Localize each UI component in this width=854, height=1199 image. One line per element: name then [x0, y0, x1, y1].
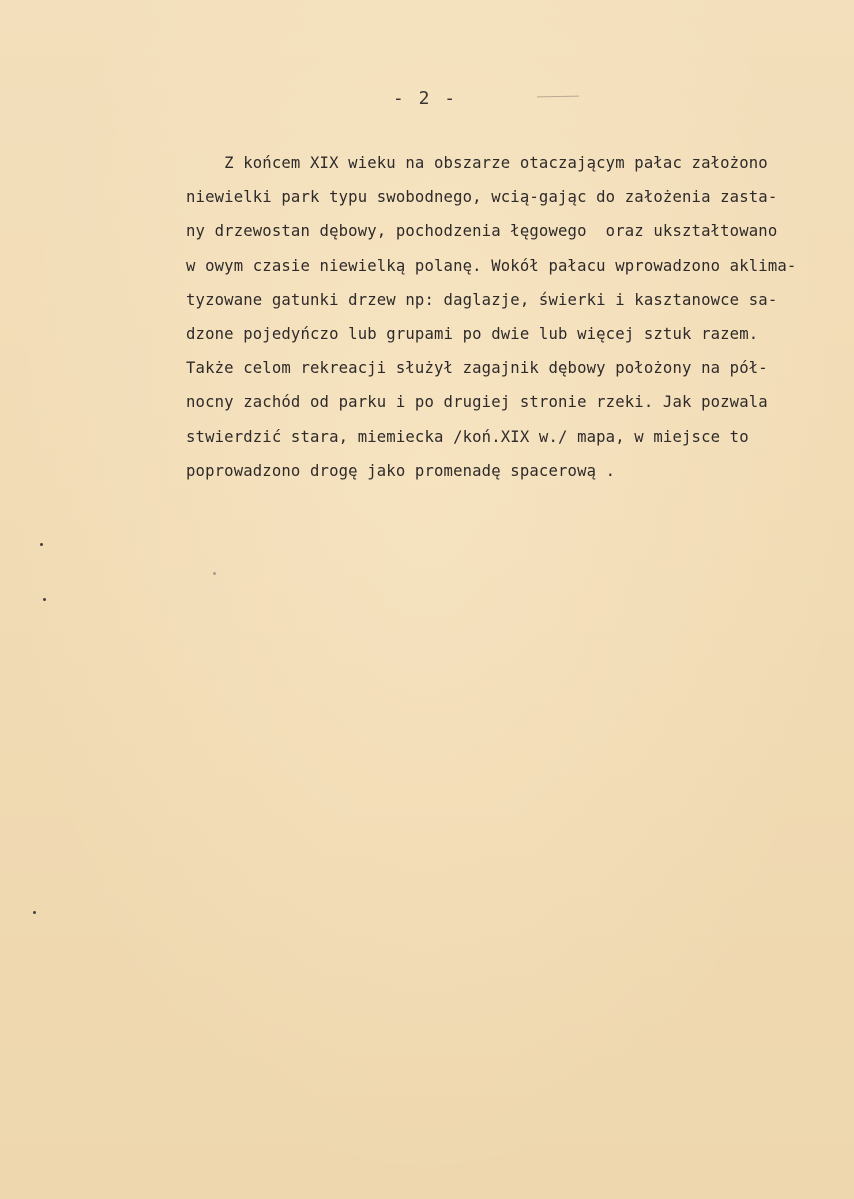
- text-line: tyzowane gatunki drzew np: daglazje, świerki i kasztanowce sa-: [186, 290, 778, 309]
- paper-speck: [33, 911, 36, 914]
- paper-speck: [40, 543, 43, 546]
- page-number: - 2 -: [392, 88, 458, 109]
- paper-speck: [213, 572, 216, 575]
- text-line: nocny zachód od parku i po drugiej stronie rzeki. Jak pozwala: [186, 393, 768, 412]
- text-line: poprowadzono drogę jako promenadę spacerową .: [186, 461, 616, 480]
- text-line: niewielki park typu swobodnego, wcią-gając do założenia zasta-: [186, 188, 778, 207]
- pencil-mark: [537, 96, 579, 98]
- text-line: Także celom rekreacji służył zagajnik dębowy położony na pół-: [186, 359, 768, 378]
- paper-speck: [43, 598, 46, 601]
- text-line: ny drzewostan dębowy, pochodzenia łęgowego oraz ukształtowano: [186, 222, 778, 241]
- body-paragraph: [186, 152, 846, 494]
- text-line: w owym czasie niewielką polanę. Wokół pałacu wprowadzono aklima-: [186, 256, 797, 275]
- text-line: Z końcem XIX wieku na obszarze otaczającym pałac założono: [186, 154, 768, 172]
- text-line: dzone pojedyńczo lub grupami po dwie lub więcej sztuk razem.: [186, 324, 759, 343]
- text-line: stwierdzić stara, miemiecka /koń.XIX w./ mapa, w miejsce to: [186, 427, 749, 446]
